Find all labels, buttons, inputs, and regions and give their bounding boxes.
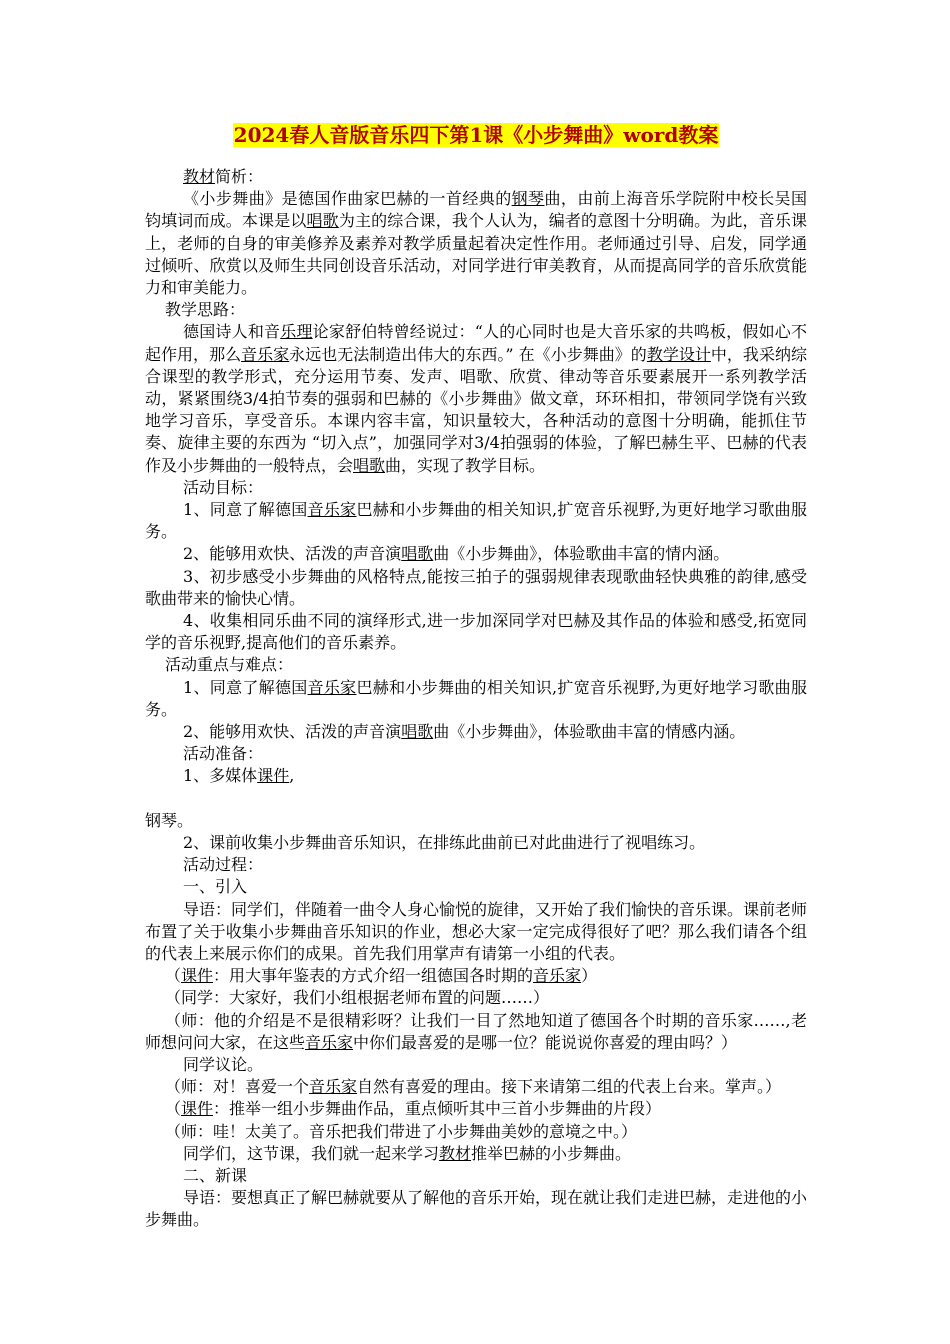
link-text[interactable]: 音乐家 xyxy=(309,1077,358,1097)
link-text[interactable]: 音乐家 xyxy=(307,500,357,520)
paragraph: 活动过程： xyxy=(183,855,264,875)
paragraph: 2、能够用欢快、活泼的声音演唱歌曲《小步舞曲》，体验歌曲丰富的情内涵。 xyxy=(183,544,730,564)
paragraph: 1、同意了解德国音乐家巴赫和小步舞曲的相关知识,扩宽音乐视野,为更好地学习歌曲服务。 xyxy=(145,500,807,542)
paragraph: 活动重点与难点： xyxy=(165,655,294,675)
paragraph: （师：他的介绍是不是很精彩呀？让我们一目了然地知道了德国各个时期的音乐家……,老师想问问大家，在这些音乐家中你们最喜爱的是哪一位？能说说你喜爱的理由吗？） xyxy=(145,1010,807,1052)
blank-line xyxy=(145,788,807,810)
link-text[interactable]: 教学设计 xyxy=(646,344,711,364)
paragraph: 活动目标： xyxy=(183,477,264,497)
paragraph: 3、初步感受小步舞曲的风格特点,能按三拍子的强弱规律表现歌曲轻快典雅的韵律,感受歌曲带来的愉快心情。 xyxy=(145,566,807,608)
paragraph: （师：对！喜爱一个音乐家自然有喜爱的理由。接下来请第二组的代表上台来。掌声。） xyxy=(165,1077,782,1097)
link-text[interactable]: 唱歌 xyxy=(353,455,386,475)
paragraph: 二、新课 xyxy=(183,1165,248,1185)
document-body xyxy=(145,166,807,1232)
paragraph: 同学议论。 xyxy=(183,1054,264,1074)
paragraph: （师：哇！太美了。音乐把我们带进了小步舞曲美妙的意境之中。） xyxy=(165,1121,638,1141)
link-text[interactable]: 音乐家 xyxy=(241,344,290,364)
paragraph: 钢琴。 xyxy=(145,810,194,830)
paragraph: 1、多媒体课件, xyxy=(183,766,295,786)
link-text[interactable]: 课件 xyxy=(181,1099,214,1119)
paragraph: 2、课前收集小步舞曲音乐知识，在排练此曲前已对此曲进行了视唱练习。 xyxy=(183,832,706,852)
link-text[interactable]: 音乐家 xyxy=(307,677,357,697)
paragraph: 教学思路： xyxy=(165,300,246,320)
paragraph: （课件：用大事年鉴表的方式介绍一组德国各时期的音乐家） xyxy=(165,966,598,986)
paragraph: 导语：要想真正了解巴赫就要从了解他的音乐开始，现在就让我们走进巴赫，走进他的小步舞曲。 xyxy=(145,1188,808,1230)
paragraph: 《小步舞曲》是德国作曲家巴赫的一首经典的钢琴曲，由前上海音乐学院附中校长吴国钧填词而成。本课是以唱歌为主的综合课，我个人认为，编者的意图十分明确。为此，音乐课上，老师的自身的审美修养及素养对教学质量起着决定性作用。老师通过引导、启发，同学通过倾听、欣赏以及师生共同创设音乐活动，对同学进行审美教育，从而提高同学的音乐欣赏能力和审美能力。 xyxy=(145,189,807,298)
document-title: 2024春人音版音乐四下第1课《小步舞曲》word教案 xyxy=(233,123,719,147)
link-text[interactable]: 课件 xyxy=(181,966,214,986)
link-text[interactable]: 教材 xyxy=(439,1143,472,1163)
link-text[interactable]: 音乐家 xyxy=(305,1032,354,1052)
link-text[interactable]: 课件 xyxy=(257,766,290,786)
paragraph: 导语：同学们，伴随着一曲令人身心愉悦的旋律，又开始了我们愉快的音乐课。课前老师布置了关于收集小步舞曲音乐知识的作业，想必大家一定完成得很好了吧？那么我们请各个组的代表上来展示你们的成果。首先我们用掌声有请第一小组的代表。 xyxy=(145,899,808,963)
link-text[interactable]: 乐理 xyxy=(280,322,313,342)
link-text[interactable]: 唱歌 xyxy=(306,211,339,231)
link-text[interactable]: 教材 xyxy=(183,167,216,186)
link-text[interactable]: 唱歌 xyxy=(401,722,434,742)
paragraph: 一、引入 xyxy=(183,877,248,897)
document-page xyxy=(145,118,807,1232)
paragraph: 1、同意了解德国音乐家巴赫和小步舞曲的相关知识,扩宽音乐视野,为更好地学习歌曲服务。 xyxy=(145,677,807,719)
paragraph: 教材简析： xyxy=(183,167,264,186)
link-text[interactable]: 音乐家 xyxy=(533,966,582,986)
paragraph: 活动准备： xyxy=(183,744,264,764)
paragraph: （课件：推举一组小步舞曲作品，重点倾听其中三首小步舞曲的片段） xyxy=(165,1099,662,1119)
paragraph: 同学们，这节课，我们就一起来学习教材推举巴赫的小步舞曲。 xyxy=(183,1143,632,1163)
link-text[interactable]: 唱歌 xyxy=(401,544,434,564)
paragraph: （同学：大家好，我们小组根据老师布置的问题……） xyxy=(165,988,550,1008)
link-text[interactable]: 钢琴 xyxy=(511,189,545,209)
paragraph: 2、能够用欢快、活泼的声音演唱歌曲《小步舞曲》，体验歌曲丰富的情感内涵。 xyxy=(183,722,746,742)
paragraph: 4、收集相同乐曲不同的演绎形式,进一步加深同学对巴赫及其作品的体验和感受,拓宽同学的音乐视野,提高他们的音乐素养。 xyxy=(145,611,807,653)
paragraph: 德国诗人和音乐理论家舒伯特曾经说过：“人的心同时也是大音乐家的共鸣板，假如心不起作用，那么音乐家永远也无法制造出伟大的东西。” 在《小步舞曲》的教学设计中，我采纳综合课型的教学形式，充分运用节奏、发声、唱歌、欣赏、律动等音乐要素展开一系列教学活动，紧紧围绕3/4拍节奏的强弱和巴赫的《小步舞曲》做文章，环环相扣，带领同学饶有兴致地学习音乐，享受音乐。本课内容丰富，知识量较大，各种活动的意图十分明确，能抓住节奏、旋律主要的东西为 “切入点”，加强同学对3/4拍强弱的体验，了解巴赫生平、巴赫的代表作及小步舞曲的一般特点，会唱歌曲，实现了教学目标。 xyxy=(145,322,807,475)
